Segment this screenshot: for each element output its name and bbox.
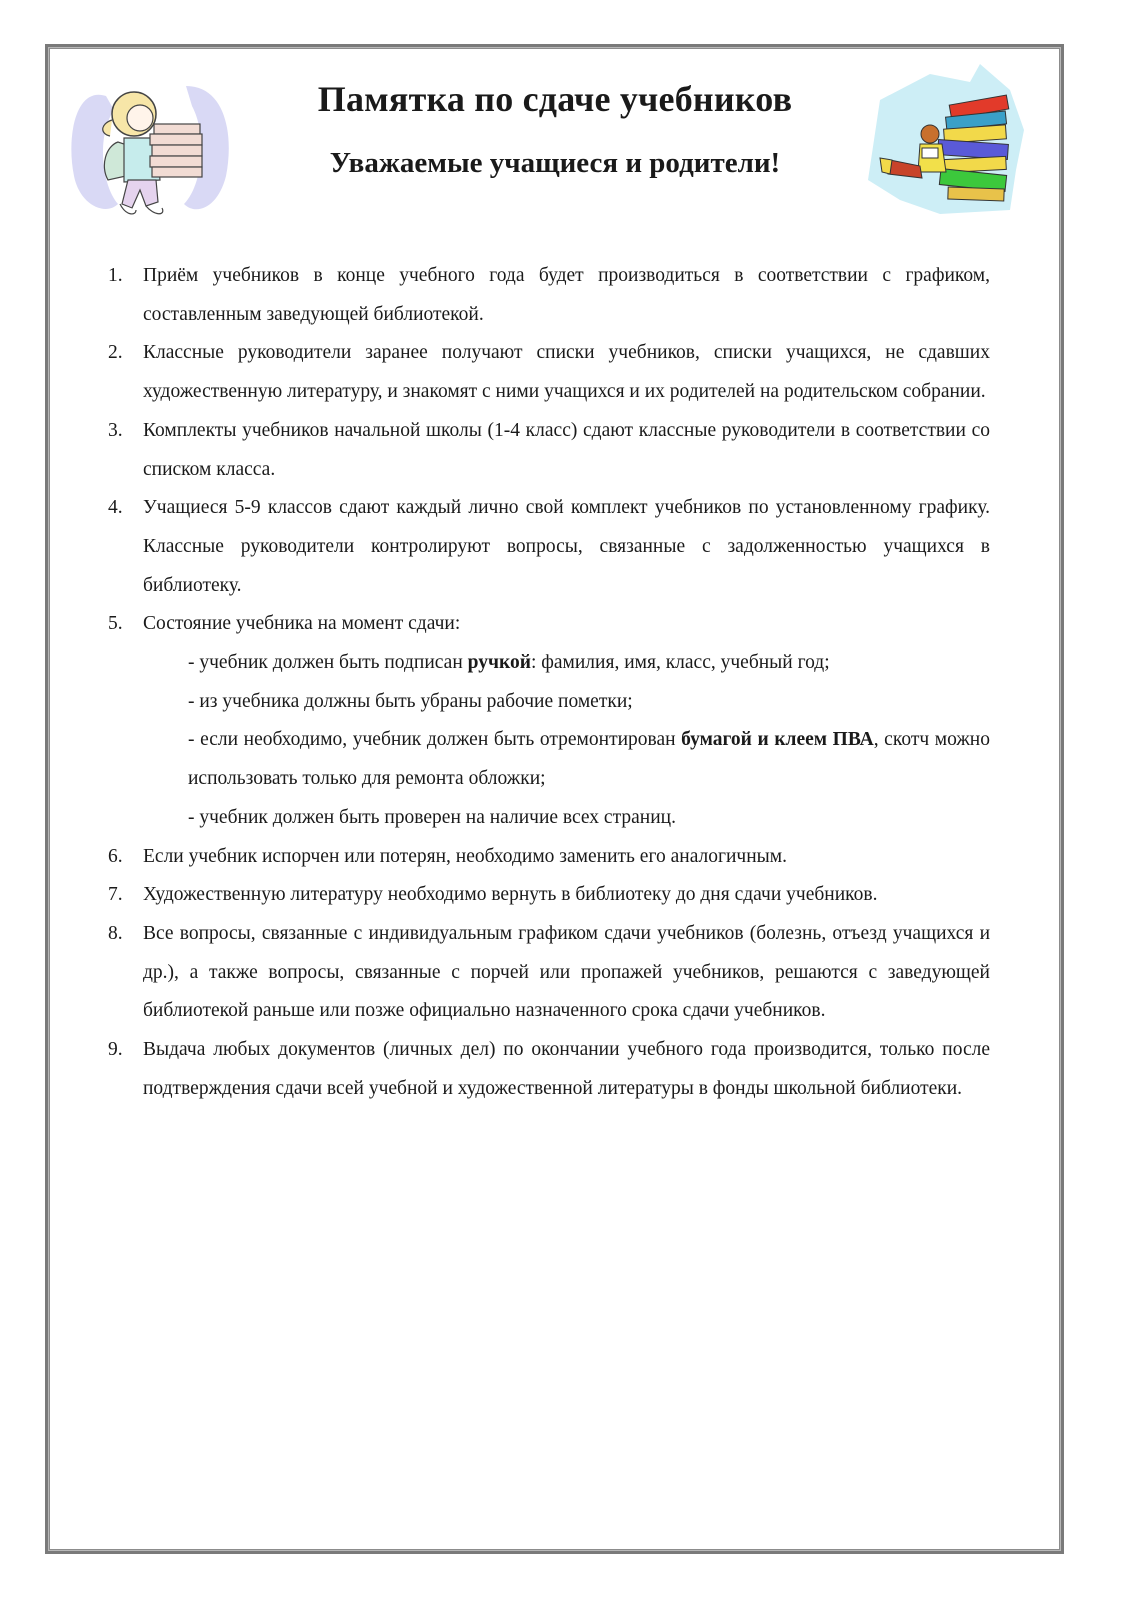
rule-item xyxy=(100,489,990,605)
rule-number: 7. xyxy=(108,884,123,906)
book xyxy=(154,124,200,134)
page-title: Памятка по сдаче учебников xyxy=(317,79,793,119)
rule-number: 8. xyxy=(108,922,123,944)
rule-number: 5. xyxy=(108,613,123,635)
subitem-text: - из учебника должны быть убраны рабочие пометки; xyxy=(188,690,633,712)
child-head xyxy=(921,125,939,143)
rule-item xyxy=(100,605,990,837)
rule-number: 9. xyxy=(108,1039,123,1061)
subitem-text: - учебник должен быть проверен на наличие всех страниц. xyxy=(188,806,676,828)
rule-item xyxy=(100,876,990,915)
rule-number: 4. xyxy=(108,497,123,519)
subitem-text: - учебник должен быть подписан xyxy=(188,652,468,674)
rule-number: 6. xyxy=(108,845,123,867)
rule-text: Состояние учебника на момент сдачи: xyxy=(143,613,461,635)
rule-text: Художественную литературу необходимо вернуть в библиотеку до дня сдачи учебников. xyxy=(143,884,878,906)
rule-number: 1. xyxy=(108,265,123,286)
rule-text: Классные руководители заранее получают списки учебников, списки учащихся, не сдавших художественную литературу, и знакомят с ними учащихся и их родителей на родительском собрании. xyxy=(143,342,990,403)
rule-item xyxy=(100,915,990,1031)
subitem-text: , скотч можно использовать только для ремонта обложки; xyxy=(188,729,990,790)
rule-item xyxy=(100,1031,990,1108)
rule-subitem xyxy=(143,644,990,683)
subitem-text: : фамилия, имя, класс, учебный год; xyxy=(530,652,830,674)
rule-item xyxy=(100,257,990,334)
rule-item xyxy=(100,412,990,489)
rule-subitem xyxy=(143,721,990,798)
subitem-bold-text: бумагой и клеем ПВА xyxy=(681,729,874,751)
rule-text: Выдача любых документов (личных дел) по окончании учебного года производится, только после подтверждения сдачи всей учебной и художественной литературы в фонды школьной библиотеки. xyxy=(143,1039,990,1099)
rule-text: Приём учебников в конце учебного года будет производиться в соответствии с графиком, составленным заведующей библиотекой. xyxy=(143,265,990,325)
rule-subitem xyxy=(143,799,990,838)
rule-item xyxy=(100,334,990,411)
rule-item xyxy=(100,838,990,877)
rule-text: Все вопросы, связанные с индивидуальным графиком сдачи учебников (болезнь, отъезд учащихся и др.), а также вопросы, связанные с порчей или пропажей учебников, решаются с заведующей библиотекой раньше или позже официально назначенного срока сдачи учебников. xyxy=(143,922,990,1022)
subitem-bold-text: ручкой xyxy=(467,652,531,674)
rule-number: 2. xyxy=(108,342,123,364)
subitem-text: - если необходимо, учебник должен быть отремонтирован xyxy=(188,729,682,751)
rule-text: Учащиеся 5-9 классов сдают каждый лично свой комплект учебников по установленному графику. Классные руководители контролируют вопросы, связанные с задолженностью учащихся в библиотеку. xyxy=(143,497,990,596)
rule-subitem xyxy=(143,683,990,722)
rule-number: 3. xyxy=(108,419,123,441)
rule-text: Комплекты учебников начальной школы (1-4 класс) сдают классные руководители в соответствии со списком класса. xyxy=(143,419,990,480)
rule-text: Если учебник испорчен или потерян, необходимо заменить его аналогичным. xyxy=(143,845,787,867)
rules-list xyxy=(100,257,990,1108)
page-subtitle: Уважаемые учащиеся и родители! xyxy=(329,147,781,179)
